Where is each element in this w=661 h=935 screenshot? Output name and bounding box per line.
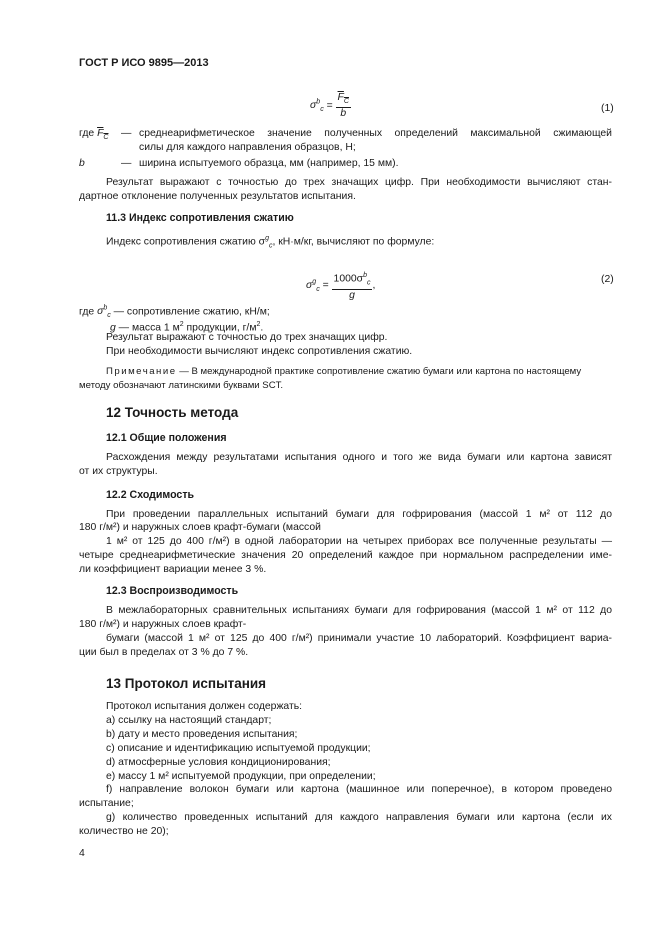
formula-1: $\sigma^b_c$ = $\frac{F_C}{b}$	[310, 92, 349, 120]
where-2-line1: где $\sigma^b_c$ — сопротивление сжатию, кН/м;	[79, 305, 270, 320]
where-1-dash-2: —	[121, 158, 132, 169]
where-2-line3: Результат выражают с точностью до трех значащих цифр.	[106, 332, 388, 343]
section-12-1-line2: от их структуры.	[79, 466, 158, 477]
where-1-desc-1-line2: силы для каждого направления образцов, Н;	[139, 142, 356, 153]
list-item-g-line1: g) количество проведенных испытаний для каждого направления бумаги или картона (если их	[106, 812, 612, 823]
section-12-2-line3: 1 м² от 125 до 400 г/м²) в одной лаборатории на четырех приборах все полученные результаты —	[106, 536, 612, 547]
where-1-desc-2: ширина испытуемого образца, мм (например, 15 мм).	[139, 158, 399, 169]
section-12-3-heading: 12.3 Воспроизводимость	[106, 585, 239, 597]
section-13-intro: Протокол испытания должен содержать:	[106, 701, 303, 712]
section-12-1-line1: Расхождения между результатами испытания одного и того же вида бумаги или картона зависят	[106, 452, 612, 463]
list-item: d) атмосферные условия кондиционирования;	[106, 757, 331, 768]
list-item-f-line1: f) направление волокон бумаги или картона (машинное или поперечное), в котором проведено	[106, 784, 612, 795]
where-2-line4: При необходимости вычисляют индекс сопротивления сжатию.	[106, 346, 413, 357]
list-item-g-line2: количество не 20);	[79, 826, 169, 837]
section-12-1-heading: 12.1 Общие положения	[106, 432, 227, 444]
section-12-heading: 12 Точность метода	[106, 405, 239, 420]
section-12-2-line5: ли коэффициент вариации менее 3 %.	[79, 564, 267, 575]
formula-2-number: (2)	[601, 274, 614, 285]
note-line2: методу обозначают латинскими буквами SCT.	[79, 380, 284, 391]
page-number: 4	[79, 848, 85, 859]
section-13-heading: 13 Протокол испытания	[106, 676, 267, 691]
result-para-line2: дартное отклонение полученных результатов испытания.	[79, 191, 356, 202]
formula-1-number: (1)	[601, 103, 614, 114]
section-12-2-heading: 12.2 Сходимость	[106, 489, 195, 501]
where-1-dash-1: —	[121, 128, 132, 139]
formula-2-lhs: $\sigma^g_c$	[306, 278, 320, 294]
section-11-3-heading: 11.3 Индекс сопротивления сжатию	[106, 212, 294, 224]
section-12-3-line3: бумаги (массой 1 м² от 125 до 400 г/м²) принимали участие 10 лабораторий. Коэффициент вариа-	[106, 633, 612, 644]
section-12-3-line2: 180 г/м²) и наружных слоев крафт-	[79, 619, 247, 630]
where-1-desc-1-line1: среднеарифметическое значение полученных определений максимальной сжимающей	[139, 128, 612, 139]
formula-1-lhs: $\sigma^b_c$	[310, 98, 324, 114]
note-line1: Примечание — В международной практике сопротивление сжатию бумаги или картона по настоящему	[106, 366, 582, 377]
result-para-line1: Результат выражают с точностью до трех значащих цифр. При необходимости вычисляют стан-	[106, 177, 612, 188]
list-item: a) ссылку на настоящий стандарт;	[106, 715, 272, 726]
section-12-3-line1: В межлабораторных сравнительных испытаниях бумаги для гофрирования (массой 1 м² от 112 до	[106, 605, 612, 616]
list-item: e) массу 1 м² испытуемой продукции, при определении;	[106, 771, 376, 782]
list-item-f-line2: испытание;	[79, 798, 134, 809]
where-1-symbol-2: b	[79, 158, 85, 169]
formula-2-fraction: $\frac{1000\sigma^b_c}{g}$	[333, 272, 371, 301]
where-2-line2: g — масса 1 $м^2$ продукции, $г/м^2$.	[110, 321, 264, 334]
list-item: c) описание и идентификацию испытуемой продукции;	[106, 743, 371, 754]
section-12-2-line2: 180 г/м²) и наружных слоев крафт-бумаги (массой	[79, 522, 321, 533]
section-11-3-intro: Индекс сопротивления сжатию $\sigma^g_c$, кН·м/кг, вычисляют по формуле:	[106, 235, 435, 250]
list-item: b) дату и место проведения испытания;	[106, 729, 298, 740]
section-12-2-line1: При проведении параллельных испытаний бумаги для гофрирования (массой 1 м² от 112 до	[106, 509, 612, 520]
document-header: ГОСТ Р ИСО 9895—2013	[79, 57, 209, 69]
where-1-lead: где $F_C$	[79, 128, 109, 142]
formula-2: $\sigma^g_c$ = $\frac{1000\sigma^b_c}{g}$ ,	[306, 272, 376, 301]
formula-1-fraction: $\frac{F_C}{b}$	[337, 92, 349, 120]
section-12-3-line4: ции был в пределах от 3 % до 7 %.	[79, 647, 249, 658]
section-12-2-line4: четыре среднеарифметические значения 20 определений каждое при нормальном распределении име-	[79, 550, 612, 561]
